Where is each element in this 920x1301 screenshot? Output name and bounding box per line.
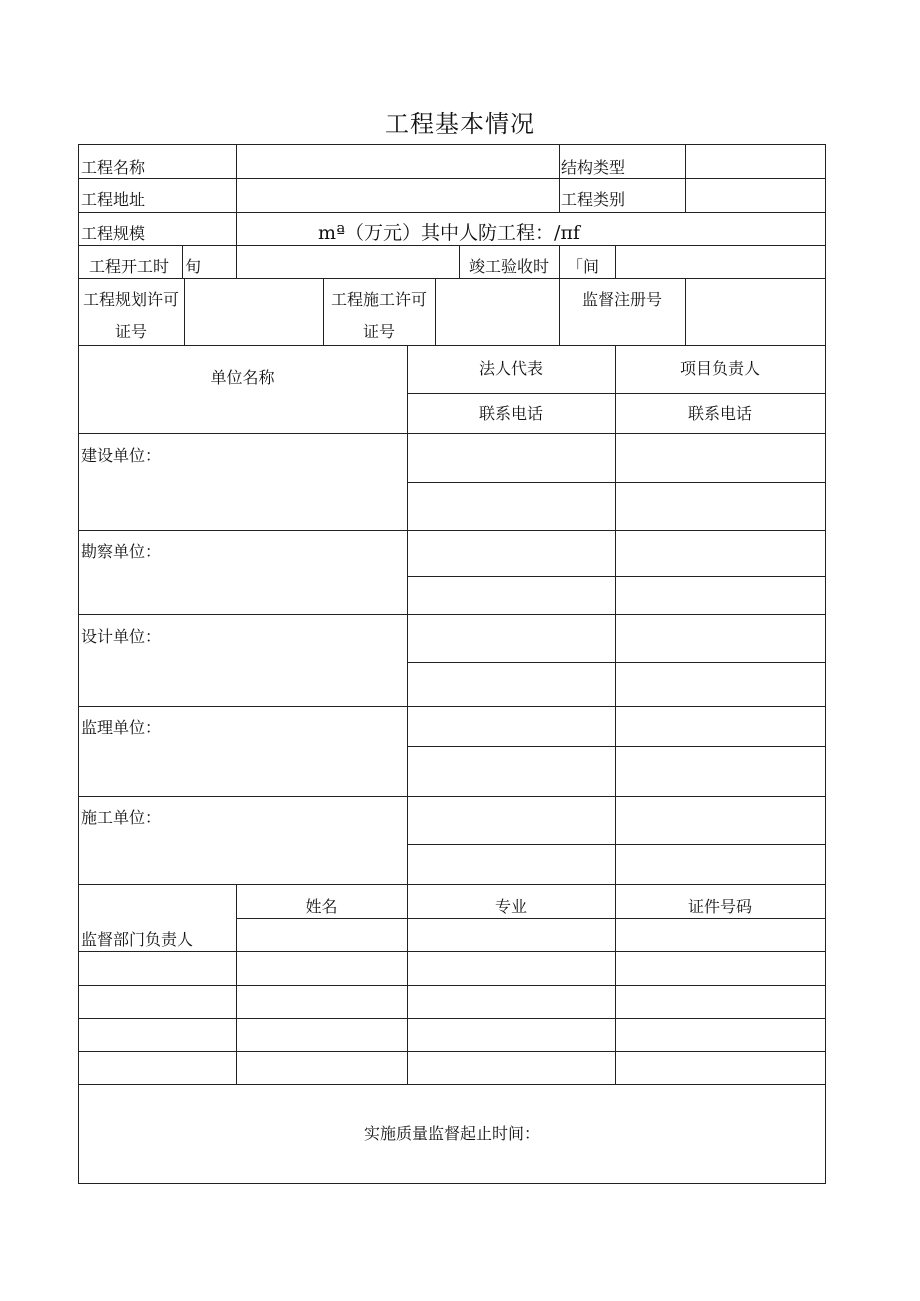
header-name: 姓名 [305, 897, 338, 916]
label-project-address: 工程地址 [81, 190, 146, 209]
label-dept-head: 监督部门负责人 [81, 930, 194, 949]
label-project-category: 工程类别 [561, 190, 626, 209]
label-construction-unit: 建设单位： [81, 446, 162, 465]
label-structure-type: 结构类型 [561, 158, 626, 177]
page-title: 工程基本情况 [385, 110, 535, 138]
label-completion-time: 竣工验收时 [469, 257, 550, 276]
header-major: 专业 [494, 897, 527, 916]
label-construction-permit: 工程施工许可 [330, 290, 427, 309]
label-survey-unit: 勘察单位： [81, 542, 162, 561]
header-legal-rep: 法人代表 [478, 359, 543, 378]
label-design-unit: 设计单位： [81, 627, 162, 646]
label-supervision-unit: 监理单位： [81, 718, 162, 737]
label-supervision-reg-no: 监督注册号 [581, 290, 662, 309]
label-start-time: 工程开工时 [89, 257, 170, 276]
label-supervision-period: 实施质量监督起止时间： [363, 1124, 540, 1143]
label-project-scale: 工程规模 [81, 224, 146, 243]
completion-time-suffix: 「间 [567, 257, 600, 276]
start-time-suffix: 旬 [185, 257, 202, 276]
label-contractor-unit: 施工单位： [81, 808, 162, 827]
header-unit-name: 单位名称 [210, 368, 275, 387]
label-construction-permit-no: 证号 [362, 322, 395, 341]
header-phone-leader: 联系电话 [687, 404, 752, 423]
header-phone-legal: 联系电话 [478, 404, 543, 423]
header-cert-no: 证件号码 [687, 897, 752, 916]
label-planning-permit: 工程规划许可 [82, 290, 179, 309]
label-project-name: 工程名称 [81, 158, 146, 177]
header-project-leader: 项目负责人 [679, 359, 760, 378]
label-planning-permit-no: 证号 [114, 322, 147, 341]
scale-value: mª（万元）其中人防工程：∕πf [318, 222, 580, 244]
